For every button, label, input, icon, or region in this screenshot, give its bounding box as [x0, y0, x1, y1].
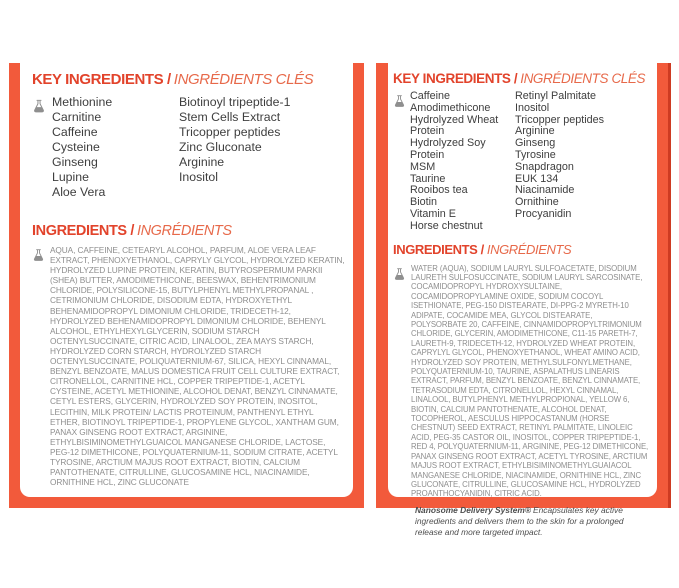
- key-ingredient: Procyanidin: [515, 207, 572, 220]
- full-ingredients-block: [393, 264, 649, 499]
- key-ingredients-heading-fr: INGRÉDIENTS CLÉS: [173, 71, 314, 88]
- ingredient-label-left: [9, 63, 364, 508]
- key-ingredients-heading: [32, 70, 345, 89]
- key-ingredients-heading-en: KEY INGREDIENTS /: [393, 71, 518, 86]
- key-ingredient: Lupine: [52, 170, 89, 184]
- ingredients-heading-en: INGREDIENTS /: [32, 223, 134, 239]
- key-ingredients-columns: [410, 91, 604, 233]
- key-ingredient: Horse chestnut: [410, 219, 483, 232]
- key-ingredient: Zinc Gluconate: [179, 140, 262, 154]
- key-ingredient: EUK 134: [515, 172, 559, 185]
- key-ingredient: Taurine: [410, 172, 446, 185]
- flask-icon: [393, 92, 406, 110]
- key-ingredient: Arginine: [515, 125, 555, 138]
- panel-edge-shade: [668, 63, 671, 508]
- full-ingredients-text: AQUA, CAFFEINE, CETEARYL ALCOHOL, PARFUM, ALOE VERA LEAF EXTRACT, PHENOXYETHANOL, CAPRYLY GLYCOL, HYDROLYZED KERATIN, HYDROLYZED LUPINE PROTEIN, KERATIN, BUTYROSPERMUM PARKII (SHEA) BUTTER, AMODIMETHICONE, BEESWAX, BEHENTRIMONIUM CHLORIDE, POLYSILICONE-15, BUTYLPHENYL METHYLPROPANAL , CETRIMONIUM CHLORIDE, DISODIUM EDTA, HYDROXYETHYL BEHENAMIDOPROPYL DIMONIUM CHLORIDE, TRIDECETH-12, HYDROLYZED BEHENAMIDOPROPYL DIMONIUM CHLORIDE, BEHENYL ALCOHOL, ETHYLHEXYLGLYCERIN, SODIUM STARCH OCTENYLSUCCINATE, CITRIC ACID, LINALOOL, ZEA MAYS STARCH, HYDROLYZED CORN STARCH, HYDROLYZED STARCH OCTENYLSUCCINATE, POLIQUATERNIUM-67, SILICA, HEXYL CINNAMAL, BENZYL BENZOATE, MALUS DOMESTICA FRUIT CELL CULTURE EXTRACT, CITRONELLOL, CARNITINE HCL, COPPER TRIPEPTIDE-1, ACETYL CYSTEINE, ACETYL METHIONINE, ALCOHOL DENAT, BENZYL CINNAMATE, CETYL ESTERS, GLYCERIN, HYDROLYZED SOY PROTEIN, INOSITOL, LECITHIN, MILK PROTEIN/ LACTIS PROTEINUM, PANTHENYL ETHYL ETHER, BIOTINOYL TRIPEPTIDE-1, PROPYLENE GLYCOL, XANTHAM GUM, PANAX GINSENG ROOT EXTRACT, ARGININE, ETHYLBISIMINOMETHYLGUAICOL MANGANESE CHLORIDE, LACTOSE, PEG-12 DIMETHICONE, POLYQUATERNIUM-11, SODIUM CITRATE, ACETYL TYROSINE, ARCTIUM MAJUS ROOT EXTRACT, BIOTIN, CALCIUM PANTOTHENATE, CITRULLINE, GLUCOSAMINE HCL, NIACINAMIDE, ORNITHINE HCL, ZINC GLUCONATE: [50, 245, 345, 488]
- key-ingredients-columns: [52, 95, 290, 200]
- nanosome-note: [415, 505, 653, 538]
- key-ingredient: Inositol: [515, 101, 550, 114]
- key-ingredients-column-2: [179, 95, 290, 200]
- ingredients-heading-en: INGREDIENTS /: [393, 241, 484, 257]
- key-ingredient: Snapdragon: [515, 160, 574, 173]
- key-ingredients-column-1: [410, 91, 515, 233]
- key-ingredient: Ornithine: [515, 196, 559, 209]
- ingredient-label-right: [376, 63, 671, 537]
- key-ingredient: MSM: [410, 160, 436, 173]
- full-ingredients-text: WATER (AQUA), SODIUM LAURYL SULFOACETATE, DISODIUM LAURETH SULFOSUCCINATE, SODIUM LAURYL SARCOSINATE, COCAMIDOPROPYL HYDROXYSULTAINE, COCAMIDOPROPYLAMINE OXIDE, SODIUM COCOYL ISETHIONATE, PEG-150 DISTEARATE, DI-PPG-2 MYRETH-10 ADIPATE, COCAMIDE MEA, GLYCOL DISTEARATE, POLYSORBATE 20, CAFFEINE, CINNAMIDOPROPYLTRIMONIUM CHLORIDE, GLYCERIN, AMODIMETHICONE, C11-15 PARETH-7, LAURETH-9, TRIDECETH-12, HYDROLYZED WHEAT PROTEIN, CAPRYLYL GLYCOL, PHENOXYETHANOL, WHEAT AMINO ACID, HYDROLYZED SOY PROTEIN, METHYLSULFONYLMETHANE, POLYQUATERNIUM-10, TAURINE, ASPALATHUS LINEARIS EXTRACT, PARFUM, BENZYL BENZOATE, BENZYL CINNAMATE, TETRASODIUM EDTA, CITRONELLOL, HEXYL CINNAMAL, LINALOOL, BUTYLPHENYL METHYLPROPIONAL, YELLOW 6, BIOTIN, CALCIUM PANTOTHENATE, ALCOHOL DENAT, TOCOPHEROL, AESCULUS HIPPOCASTANUM (HORSE CHESTNUT) SEED EXTRACT, RETINYL PALMITATE, LINOLEIC ACID, PEG-35 CASTOR OIL, INOSITOL, COPPER TRIPEPTIDE-1, RED 4, POLYQUATERNIUM-11, ARGININE, PEG-12 DIMETHICONE, PANAX GINSENG ROOT EXTRACT, ACETYL TYROSINE, ARCTIUM MAJUS ROOT EXTRACT, ETHYLBISIMINOMETHYLGUAIACOL MANGANESE CHLORIDE, NIACINAMIDE, ORNITHINE HCL, ZINC GLUCONATE, CITRULLINE, GLUCOSAMINE HCL, HYDROLYZED PROANTHOCYANIDIN, CITRIC ACID.: [411, 263, 649, 499]
- key-ingredient: Vitamin E: [410, 207, 457, 220]
- full-ingredients-block: [32, 245, 345, 487]
- key-ingredients-list: [32, 95, 345, 200]
- key-ingredient: Methionine: [52, 95, 113, 109]
- flask-icon: [32, 96, 46, 116]
- key-ingredient: Tricopper peptides: [179, 125, 281, 139]
- key-ingredient: Hydrolyzed Wheat Protein: [410, 113, 499, 138]
- ingredients-heading-fr: INGRÉDIENTS: [486, 241, 572, 257]
- key-ingredient: Cysteine: [52, 140, 100, 154]
- key-ingredient: Aloe Vera: [52, 185, 106, 199]
- label-content-right: [388, 63, 657, 537]
- flask-icon: [393, 265, 406, 283]
- key-ingredient: Niacinamide: [515, 184, 575, 197]
- key-ingredient: Biotinoyl tripeptide-1: [179, 95, 291, 109]
- key-ingredients-heading-fr: INGRÉDIENTS CLÉS: [520, 71, 646, 86]
- key-ingredients-list: [393, 91, 649, 233]
- nanosome-note-body: Encapsulates key active ingredients and delivers them to the skin for a prolonged release and more targeted impact.: [415, 504, 624, 537]
- key-ingredient: Arginine: [179, 155, 225, 169]
- ingredients-heading: [393, 242, 649, 258]
- key-ingredient: Tricopper peptides: [515, 113, 605, 126]
- key-ingredient: Ginseng: [52, 155, 98, 169]
- key-ingredient: Ginseng: [515, 137, 556, 150]
- ingredients-heading: [32, 222, 345, 240]
- flask-icon: [32, 246, 45, 264]
- key-ingredient: Inositol: [179, 170, 218, 184]
- ingredients-heading-fr: INGRÉDIENTS: [136, 223, 232, 239]
- key-ingredient: Stem Cells Extract: [179, 110, 281, 124]
- key-ingredients-heading: [393, 70, 649, 87]
- label-content-left: [20, 63, 353, 497]
- key-ingredient: Carnitine: [52, 110, 102, 124]
- key-ingredient: Caffeine: [410, 90, 451, 102]
- nanosome-note-title: Nanosome Delivery System®: [415, 504, 532, 515]
- key-ingredient: Retinyl Palmitate: [515, 90, 597, 102]
- key-ingredients-column-2: [515, 91, 604, 233]
- key-ingredients-heading-en: KEY INGREDIENTS /: [32, 71, 171, 88]
- key-ingredient: Rooibos tea: [410, 184, 468, 197]
- key-ingredient: Amodimethicone: [410, 101, 491, 114]
- key-ingredient: Tyrosine: [515, 148, 556, 161]
- key-ingredient: Caffeine: [52, 125, 98, 139]
- key-ingredient: Hydrolyzed Soy Protein: [410, 137, 486, 161]
- key-ingredients-column-1: [52, 95, 179, 200]
- key-ingredient: Biotin: [410, 196, 438, 209]
